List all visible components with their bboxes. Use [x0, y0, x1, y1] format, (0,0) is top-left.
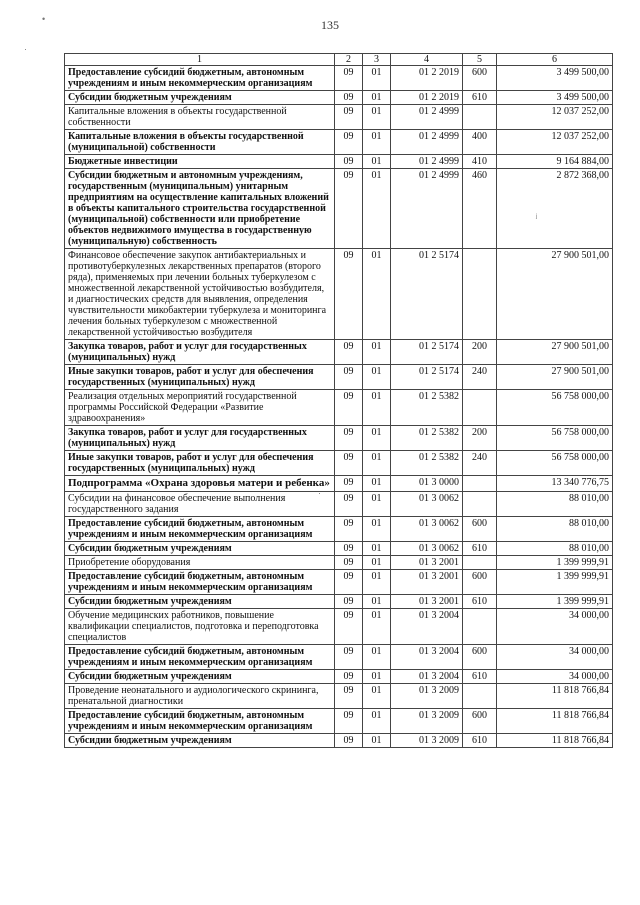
row-name-cell: Субсидии бюджетным учреждениям — [65, 595, 335, 609]
subsection-code-cell: 01 — [363, 66, 391, 91]
target-article-cell: 01 3 0062 — [391, 542, 463, 556]
table-row — [65, 365, 613, 390]
table-row — [65, 451, 613, 476]
amount-cell: 88 010,00 — [497, 542, 613, 556]
subsection-code-cell: 01 — [363, 249, 391, 340]
section-code-cell: 09 — [335, 155, 363, 169]
section-code-cell: 09 — [335, 66, 363, 91]
target-article-cell: 01 3 2001 — [391, 570, 463, 595]
amount-cell: 3 499 500,00 — [497, 66, 613, 91]
target-article-cell: 01 2 5174 — [391, 365, 463, 390]
row-name-cell: Подпрограмма «Охрана здоровья матери и ребенка» — [65, 476, 335, 492]
subsection-code-cell: 01 — [363, 476, 391, 492]
subsection-code-cell: 01 — [363, 517, 391, 542]
table-row — [65, 130, 613, 155]
target-article-cell: 01 3 2001 — [391, 556, 463, 570]
amount-cell: 11 818 766,84 — [497, 734, 613, 748]
table-row — [65, 169, 613, 249]
amount-cell: 88 010,00 — [497, 492, 613, 517]
row-name-cell: Иные закупки товаров, работ и услуг для обеспечения государственных (муниципальных) нужд — [65, 451, 335, 476]
row-name-cell: Проведение неонатального и аудиологического скрининга, пренатальной диагностики — [65, 684, 335, 709]
row-name-cell: Бюджетные инвестиции — [65, 155, 335, 169]
table-row — [65, 645, 613, 670]
table-row — [65, 340, 613, 365]
target-article-cell: 01 2 4999 — [391, 105, 463, 130]
amount-cell: 34 000,00 — [497, 609, 613, 645]
table-row — [65, 556, 613, 570]
subsection-code-cell: 01 — [363, 426, 391, 451]
row-name-cell: Предоставление субсидий бюджетным, автономным учреждениям и иным некоммерческим организациям — [65, 645, 335, 670]
table-row — [65, 390, 613, 426]
amount-cell: 27 900 501,00 — [497, 365, 613, 390]
expense-type-cell — [463, 492, 497, 517]
table-row — [65, 609, 613, 645]
expense-type-cell — [463, 684, 497, 709]
amount-cell: 88 010,00 — [497, 517, 613, 542]
target-article-cell: 01 3 2009 — [391, 684, 463, 709]
subsection-code-cell: 01 — [363, 155, 391, 169]
expense-type-cell: 610 — [463, 595, 497, 609]
expense-type-cell: 610 — [463, 91, 497, 105]
header-cell: 1 — [65, 54, 335, 66]
budget-table — [64, 53, 613, 748]
table-row — [65, 517, 613, 542]
expense-type-cell: 600 — [463, 517, 497, 542]
expense-type-cell: 600 — [463, 66, 497, 91]
section-code-cell: 09 — [335, 670, 363, 684]
subsection-code-cell: 01 — [363, 595, 391, 609]
target-article-cell: 01 3 2004 — [391, 670, 463, 684]
target-article-cell: 01 3 2004 — [391, 609, 463, 645]
amount-cell: 27 900 501,00 — [497, 340, 613, 365]
expense-type-cell: 240 — [463, 451, 497, 476]
scan-speck: ʲ — [536, 212, 538, 222]
target-article-cell: 01 2 5174 — [391, 249, 463, 340]
expense-type-cell — [463, 476, 497, 492]
amount-cell: 12 037 252,00 — [497, 130, 613, 155]
header-cell: 2 — [335, 54, 363, 66]
subsection-code-cell: 01 — [363, 451, 391, 476]
expense-type-cell: 200 — [463, 340, 497, 365]
table-row — [65, 66, 613, 91]
expense-type-cell — [463, 105, 497, 130]
target-article-cell: 01 3 0062 — [391, 492, 463, 517]
section-code-cell: 09 — [335, 130, 363, 155]
row-name-cell: Иные закупки товаров, работ и услуг для обеспечения государственных (муниципальных) нужд — [65, 365, 335, 390]
section-code-cell: 09 — [335, 365, 363, 390]
section-code-cell: 09 — [335, 556, 363, 570]
expense-type-cell: 600 — [463, 709, 497, 734]
table-row — [65, 734, 613, 748]
subsection-code-cell: 01 — [363, 645, 391, 670]
section-code-cell: 09 — [335, 476, 363, 492]
row-name-cell: Закупка товаров, работ и услуг для государственных (муниципальных) нужд — [65, 426, 335, 451]
row-name-cell: Субсидии на финансовое обеспечение выполнения государственного задания — [65, 492, 335, 517]
expense-type-cell: 610 — [463, 542, 497, 556]
target-article-cell: 01 2 4999 — [391, 169, 463, 249]
amount-cell: 1 399 999,91 — [497, 570, 613, 595]
row-name-cell: Капитальные вложения в объекты государственной собственности — [65, 105, 335, 130]
target-article-cell: 01 3 2009 — [391, 709, 463, 734]
amount-cell: 9 164 884,00 — [497, 155, 613, 169]
subsection-code-cell: 01 — [363, 492, 391, 517]
row-name-cell: Субсидии бюджетным учреждениям — [65, 670, 335, 684]
subsection-code-cell: 01 — [363, 734, 391, 748]
section-code-cell: 09 — [335, 609, 363, 645]
expense-type-cell — [463, 390, 497, 426]
row-name-cell: Субсидии бюджетным учреждениям — [65, 542, 335, 556]
amount-cell: 13 340 776,75 — [497, 476, 613, 492]
target-article-cell: 01 2 5382 — [391, 426, 463, 451]
target-article-cell: 01 3 0062 — [391, 517, 463, 542]
table-row — [65, 426, 613, 451]
target-article-cell: 01 3 2004 — [391, 645, 463, 670]
scan-speck: • — [42, 14, 46, 24]
subsection-code-cell: 01 — [363, 609, 391, 645]
target-article-cell: 01 2 4999 — [391, 155, 463, 169]
amount-cell: 34 000,00 — [497, 670, 613, 684]
expense-type-cell — [463, 609, 497, 645]
subsection-code-cell: 01 — [363, 390, 391, 426]
target-article-cell: 01 3 0000 — [391, 476, 463, 492]
header-cell: 4 — [391, 54, 463, 66]
target-article-cell: 01 2 2019 — [391, 66, 463, 91]
table-row — [65, 570, 613, 595]
section-code-cell: 09 — [335, 492, 363, 517]
section-code-cell: 09 — [335, 684, 363, 709]
table-row — [65, 492, 613, 517]
section-code-cell: 09 — [335, 542, 363, 556]
amount-cell: 12 037 252,00 — [497, 105, 613, 130]
expense-type-cell: 460 — [463, 169, 497, 249]
section-code-cell: 09 — [335, 169, 363, 249]
table-row — [65, 684, 613, 709]
table-row — [65, 91, 613, 105]
expense-type-cell — [463, 556, 497, 570]
row-name-cell: Субсидии бюджетным учреждениям — [65, 91, 335, 105]
amount-cell: 3 499 500,00 — [497, 91, 613, 105]
amount-cell: 1 399 999,91 — [497, 595, 613, 609]
table-row — [65, 105, 613, 130]
subsection-code-cell: 01 — [363, 556, 391, 570]
header-cell: 5 — [463, 54, 497, 66]
expense-type-cell: 610 — [463, 734, 497, 748]
row-name-cell: Закупка товаров, работ и услуг для государственных (муниципальных) нужд — [65, 340, 335, 365]
expense-type-cell — [463, 249, 497, 340]
row-name-cell: Предоставление субсидий бюджетным, автономным учреждениям и иным некоммерческим организациям — [65, 66, 335, 91]
subsection-code-cell: 01 — [363, 169, 391, 249]
target-article-cell: 01 2 5174 — [391, 340, 463, 365]
section-code-cell: 09 — [335, 517, 363, 542]
section-code-cell: 09 — [335, 734, 363, 748]
target-article-cell: 01 2 5382 — [391, 451, 463, 476]
subsection-code-cell: 01 — [363, 709, 391, 734]
target-article-cell: 01 3 2001 — [391, 595, 463, 609]
table-row — [65, 249, 613, 340]
scan-speck: · — [24, 44, 27, 54]
header-cell: 6 — [497, 54, 613, 66]
amount-cell: 56 758 000,00 — [497, 426, 613, 451]
row-name-cell: Обучение медицинских работников, повышение квалификации специалистов, подготовка и переподготовка специалистов — [65, 609, 335, 645]
section-code-cell: 09 — [335, 426, 363, 451]
target-article-cell: 01 3 2009 — [391, 734, 463, 748]
target-article-cell: 01 2 5382 — [391, 390, 463, 426]
section-code-cell: 09 — [335, 570, 363, 595]
section-code-cell: 09 — [335, 390, 363, 426]
table-row — [65, 709, 613, 734]
target-article-cell: 01 2 4999 — [391, 130, 463, 155]
subsection-code-cell: 01 — [363, 130, 391, 155]
subsection-code-cell: 01 — [363, 105, 391, 130]
subsection-code-cell: 01 — [363, 670, 391, 684]
subsection-code-cell: 01 — [363, 570, 391, 595]
row-name-cell: Капитальные вложения в объекты государственной (муниципальной) собственности — [65, 130, 335, 155]
row-name-cell: Реализация отдельных мероприятий государственной программы Российской Федерации «Развитие здравоохранения» — [65, 390, 335, 426]
subsection-code-cell: 01 — [363, 684, 391, 709]
amount-cell: 27 900 501,00 — [497, 249, 613, 340]
expense-type-cell: 600 — [463, 570, 497, 595]
expense-type-cell: 600 — [463, 645, 497, 670]
target-article-cell: 01 2 2019 — [391, 91, 463, 105]
expense-type-cell: 410 — [463, 155, 497, 169]
subsection-code-cell: 01 — [363, 91, 391, 105]
section-code-cell: 09 — [335, 451, 363, 476]
section-code-cell: 09 — [335, 91, 363, 105]
amount-cell: 56 758 000,00 — [497, 390, 613, 426]
expense-type-cell: 610 — [463, 670, 497, 684]
row-name-cell: Предоставление субсидий бюджетным, автономным учреждениям и иным некоммерческим организациям — [65, 709, 335, 734]
row-name-cell: Субсидии бюджетным и автономным учреждениям, государственным (муниципальным) унитарным предприятиям на осуществление капитальных вложений в объекты капитального строительства государственной (муниципальной) собственности или приобретение объектов недвижимого имущества в государственную (муниципальную) собственность — [65, 169, 335, 249]
amount-cell: 11 818 766,84 — [497, 709, 613, 734]
row-name-cell: Субсидии бюджетным учреждениям — [65, 734, 335, 748]
section-code-cell: 09 — [335, 340, 363, 365]
expense-type-cell: 240 — [463, 365, 497, 390]
expense-type-cell: 200 — [463, 426, 497, 451]
amount-cell: 34 000,00 — [497, 645, 613, 670]
header-row — [65, 54, 613, 66]
section-code-cell: 09 — [335, 249, 363, 340]
row-name-cell: Предоставление субсидий бюджетным, автономным учреждениям и иным некоммерческим организациям — [65, 517, 335, 542]
subsection-code-cell: 01 — [363, 542, 391, 556]
table-row — [65, 542, 613, 556]
subsection-code-cell: 01 — [363, 365, 391, 390]
page-number: 135 — [321, 18, 339, 32]
amount-cell: 11 818 766,84 — [497, 684, 613, 709]
table-row — [65, 595, 613, 609]
amount-cell: 2 872 368,00 — [497, 169, 613, 249]
row-name-cell: Предоставление субсидий бюджетным, автономным учреждениям и иным некоммерческим организациям — [65, 570, 335, 595]
subsection-code-cell: 01 — [363, 340, 391, 365]
expense-type-cell: 400 — [463, 130, 497, 155]
amount-cell: 1 399 999,91 — [497, 556, 613, 570]
table-row — [65, 670, 613, 684]
scan-speck: · — [318, 488, 321, 498]
section-code-cell: 09 — [335, 105, 363, 130]
table-row — [65, 476, 613, 492]
amount-cell: 56 758 000,00 — [497, 451, 613, 476]
row-name-cell: Финансовое обеспечение закупок антибактериальных и противотуберкулезных лекарственных препаратов (второго ряда), применяемых при лечении больных туберкулезом с множественной лекарственной устойчивостью возбудителя, и диагностических средств для выявления, определения чувствительности микобактерии туберкулеза и мониторинга лечения больных туберкулезом с множественной лекарственной устойчивостью возбудителя — [65, 249, 335, 340]
section-code-cell: 09 — [335, 645, 363, 670]
section-code-cell: 09 — [335, 595, 363, 609]
section-code-cell: 09 — [335, 709, 363, 734]
row-name-cell: Приобретение оборудования — [65, 556, 335, 570]
table-row — [65, 155, 613, 169]
header-cell: 3 — [363, 54, 391, 66]
